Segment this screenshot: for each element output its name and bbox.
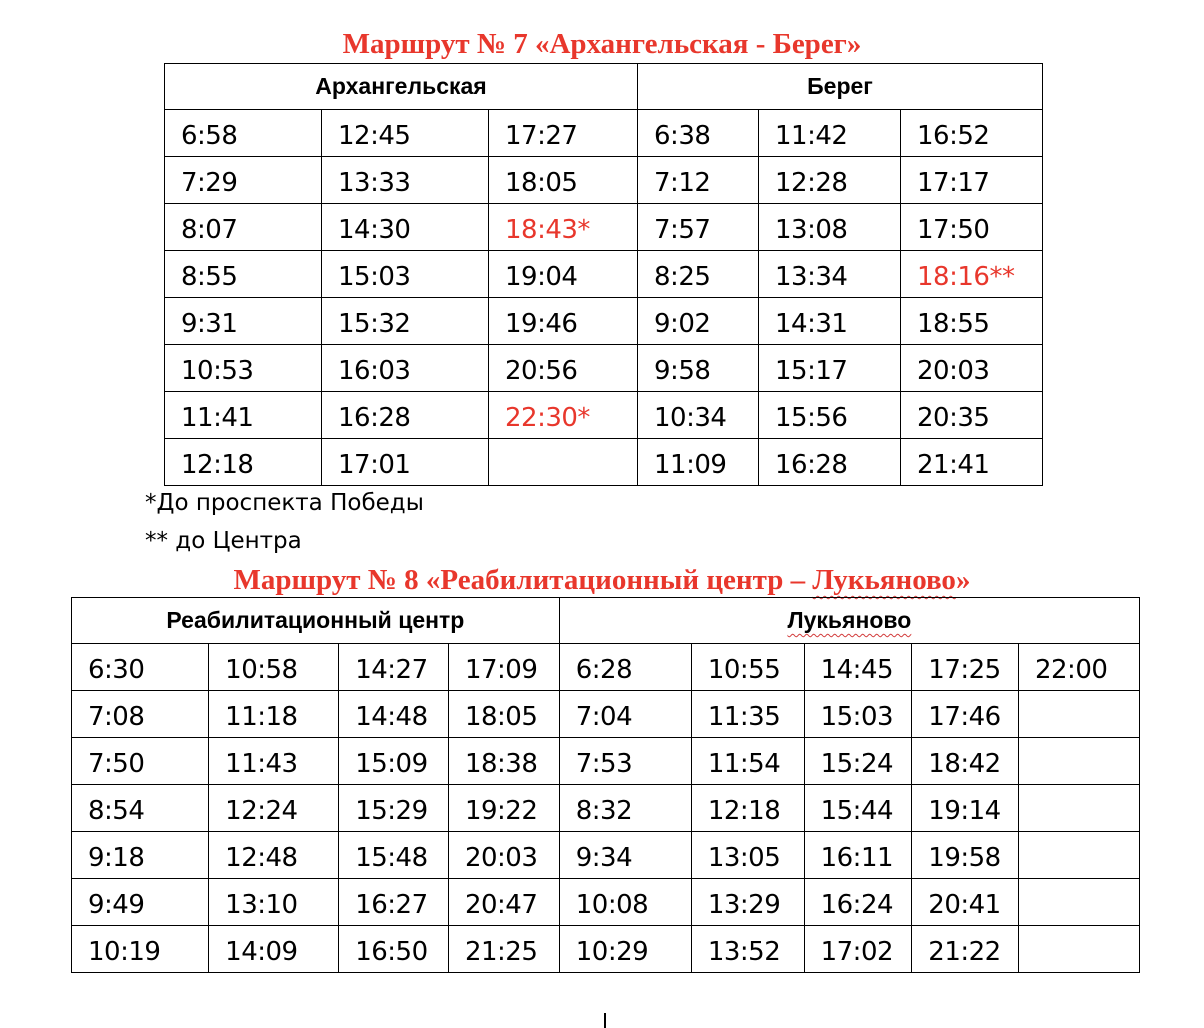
table-cell (489, 251, 638, 298)
table-cell (759, 298, 901, 345)
departure-time: 12:48 (225, 843, 298, 873)
table-row (72, 691, 1140, 738)
departure-time: 15:29 (355, 796, 428, 826)
departure-time: 13:05 (707, 843, 781, 873)
departure-time: 10:53 (181, 356, 254, 386)
table-cell (559, 832, 691, 879)
table-cell (209, 926, 339, 973)
table-row (72, 879, 1140, 926)
departure-time (1019, 899, 1139, 905)
departure-time: 12:28 (775, 168, 848, 198)
table-cell (759, 345, 901, 392)
departure-time: 8:55 (181, 262, 238, 292)
departure-time: 6:58 (181, 121, 238, 151)
departure-time: 16:28 (338, 403, 411, 433)
table-cell (448, 691, 559, 738)
table-cell (165, 298, 322, 345)
departure-time: 20:35 (917, 403, 990, 433)
departure-time: 7:12 (654, 168, 711, 198)
table-cell (322, 157, 489, 204)
table-cell (1018, 879, 1139, 926)
departure-time: 14:45 (820, 655, 894, 685)
departure-time: 10:29 (575, 937, 649, 967)
table-cell (901, 439, 1043, 486)
table-cell (209, 785, 339, 832)
departure-time: 22:30* (505, 403, 590, 433)
departure-time: 20:47 (464, 890, 538, 920)
departure-time: 15:24 (820, 749, 894, 779)
table-cell (691, 738, 804, 785)
table-cell (339, 926, 449, 973)
departure-time: 20:03 (917, 356, 990, 386)
departure-time: 7:53 (575, 749, 633, 779)
departure-time: 8:32 (575, 796, 633, 826)
departure-time: 18:05 (505, 168, 578, 198)
departure-time: 10:34 (654, 403, 727, 433)
departure-time: 8:54 (88, 796, 145, 826)
departure-time: 7:57 (654, 215, 711, 245)
table-cell (638, 110, 759, 157)
table-cell (489, 439, 638, 486)
table-cell (489, 157, 638, 204)
table-cell (489, 204, 638, 251)
route7-title: Маршрут № 7 «Архангельская - Берег» (342, 28, 862, 60)
departure-time: 20:41 (928, 890, 1001, 920)
table-cell (72, 738, 209, 785)
table-cell (165, 251, 322, 298)
table-cell (559, 785, 691, 832)
table-cell (72, 879, 209, 926)
departure-time: 17:50 (917, 215, 990, 245)
table-row (165, 110, 1043, 157)
table-cell (691, 644, 804, 691)
table-cell (691, 832, 804, 879)
departure-time: 12:18 (707, 796, 781, 826)
departure-time: 16:27 (355, 890, 428, 920)
departure-time: 9:18 (88, 843, 145, 873)
table-row (165, 251, 1043, 298)
table-cell (901, 110, 1043, 157)
table-cell (209, 691, 339, 738)
departure-time: 11:42 (775, 121, 848, 151)
table-cell (448, 832, 559, 879)
table-cell (638, 439, 759, 486)
table-cell (912, 832, 1019, 879)
footnote-pobedy: *До проспекта Победы (145, 490, 424, 516)
table-row (72, 644, 1140, 691)
table-row (165, 439, 1043, 486)
table-cell (912, 738, 1019, 785)
departure-time: 15:56 (775, 403, 848, 433)
table-cell (489, 345, 638, 392)
departure-time: 14:27 (355, 655, 428, 685)
departure-time: 15:32 (338, 309, 411, 339)
table-cell (912, 926, 1019, 973)
departure-time: 10:55 (707, 655, 781, 685)
departure-time: 14:48 (355, 702, 428, 732)
departure-time: 19:04 (505, 262, 578, 292)
departure-time: 6:28 (575, 655, 633, 685)
table-cell (901, 392, 1043, 439)
departure-time: 8:07 (181, 215, 238, 245)
table-cell (322, 204, 489, 251)
table-row (165, 345, 1043, 392)
departure-time: 19:14 (928, 796, 1001, 826)
route7-left-header: Архангельская (165, 64, 638, 110)
table-cell (489, 110, 638, 157)
table-cell (339, 691, 449, 738)
table-cell (638, 392, 759, 439)
departure-time: 7:50 (88, 749, 145, 779)
table-cell (1018, 691, 1139, 738)
table-cell (759, 157, 901, 204)
table-row (165, 157, 1043, 204)
departure-time: 11:54 (707, 749, 781, 779)
table-cell (638, 204, 759, 251)
departure-time (1019, 946, 1139, 952)
route8-right-header-text: Лукьяново (787, 607, 912, 633)
table-cell (1018, 644, 1139, 691)
table-cell (209, 738, 339, 785)
table-cell (638, 157, 759, 204)
route8-title (0, 563, 1204, 597)
table-cell (901, 251, 1043, 298)
table-cell (804, 832, 912, 879)
table-cell (165, 392, 322, 439)
departure-time: 15:03 (820, 702, 894, 732)
departure-time: 16:11 (820, 843, 894, 873)
departure-time: 11:09 (654, 450, 727, 480)
departure-time: 17:17 (917, 168, 990, 198)
table-cell (322, 392, 489, 439)
departure-time: 14:31 (775, 309, 848, 339)
route8-title-suffix: » (955, 564, 971, 596)
table-cell (209, 644, 339, 691)
departure-time: 13:33 (338, 168, 411, 198)
table-cell (638, 345, 759, 392)
departure-time: 15:03 (338, 262, 411, 292)
table-cell (691, 926, 804, 973)
departure-time (1019, 805, 1139, 811)
departure-time: 13:08 (775, 215, 848, 245)
departure-time: 18:55 (917, 309, 990, 339)
table-cell (912, 644, 1019, 691)
departure-time: 15:48 (355, 843, 428, 873)
table-cell (559, 691, 691, 738)
table-cell (901, 204, 1043, 251)
departure-time: 9:02 (654, 309, 711, 339)
table-cell (448, 926, 559, 973)
departure-time: 17:46 (928, 702, 1001, 732)
departure-time: 12:45 (338, 121, 411, 151)
departure-time: 15:44 (820, 796, 894, 826)
departure-time (1019, 852, 1139, 858)
table-cell (804, 644, 912, 691)
route7-right-header: Берег (638, 64, 1043, 110)
departure-time: 21:25 (464, 937, 538, 967)
table-row (72, 785, 1140, 832)
departure-time: 18:16** (917, 262, 1015, 292)
table-cell (691, 879, 804, 926)
departure-time: 21:41 (917, 450, 990, 480)
table-row (72, 832, 1140, 879)
table-cell (448, 644, 559, 691)
table-row (72, 738, 1140, 785)
route8-right-header (559, 598, 1139, 644)
table-cell (912, 785, 1019, 832)
departure-time: 20:56 (505, 356, 578, 386)
table-cell (339, 738, 449, 785)
table-cell (209, 832, 339, 879)
table-cell (322, 298, 489, 345)
departure-time: 20:03 (464, 843, 538, 873)
footnote-center: ** до Центра (145, 528, 302, 554)
table-cell (448, 738, 559, 785)
departure-time: 18:43* (505, 215, 590, 245)
departure-time: 14:30 (338, 215, 411, 245)
departure-time: 16:50 (355, 937, 428, 967)
departure-time: 9:31 (181, 309, 238, 339)
route8-left-header: Реабилитационный центр (72, 598, 560, 644)
table-cell (804, 691, 912, 738)
table-cell (759, 204, 901, 251)
departure-time: 12:18 (181, 450, 254, 480)
table-cell (165, 157, 322, 204)
table-cell (559, 644, 691, 691)
departure-time: 7:29 (181, 168, 238, 198)
departure-time: 18:05 (464, 702, 538, 732)
departure-time: 18:42 (928, 749, 1001, 779)
table-cell (912, 691, 1019, 738)
table-cell (339, 785, 449, 832)
table-cell (72, 785, 209, 832)
departure-time: 9:58 (654, 356, 711, 386)
table-cell (912, 879, 1019, 926)
departure-time: 14:09 (225, 937, 298, 967)
table-cell (901, 157, 1043, 204)
route8-header-row (72, 598, 1140, 644)
table-row (165, 298, 1043, 345)
table-cell (165, 110, 322, 157)
table-cell (804, 926, 912, 973)
table-cell (759, 439, 901, 486)
table-cell (72, 832, 209, 879)
departure-time: 6:38 (654, 121, 711, 151)
table-cell (489, 298, 638, 345)
table-cell (72, 691, 209, 738)
table-cell (165, 345, 322, 392)
departure-time: 17:01 (338, 450, 411, 480)
departure-time: 15:09 (355, 749, 428, 779)
table-row (72, 926, 1140, 973)
departure-time: 11:41 (181, 403, 254, 433)
table-cell (691, 691, 804, 738)
departure-time: 17:02 (820, 937, 894, 967)
departure-time: 11:35 (707, 702, 781, 732)
departure-time: 10:58 (225, 655, 298, 685)
departure-time: 19:46 (505, 309, 578, 339)
table-cell (339, 644, 449, 691)
table-cell (165, 204, 322, 251)
departure-time: 9:49 (88, 890, 145, 920)
table-cell (1018, 738, 1139, 785)
table-cell (339, 832, 449, 879)
route8-title-underlined: Лукьяново (812, 564, 956, 596)
table-cell (901, 298, 1043, 345)
departure-time (489, 459, 637, 465)
departure-time (1019, 758, 1139, 764)
table-cell (759, 251, 901, 298)
table-cell (1018, 926, 1139, 973)
departure-time: 10:19 (88, 937, 161, 967)
table-cell (209, 879, 339, 926)
route8-schedule-table (71, 597, 1140, 973)
table-cell (759, 110, 901, 157)
departure-time: 7:08 (88, 702, 145, 732)
table-row (165, 204, 1043, 251)
departure-time: 16:52 (917, 121, 990, 151)
table-cell (804, 785, 912, 832)
departure-time: 17:09 (464, 655, 538, 685)
table-cell (638, 298, 759, 345)
table-cell (559, 926, 691, 973)
table-cell (1018, 785, 1139, 832)
table-cell (72, 644, 209, 691)
departure-time: 6:30 (88, 655, 145, 685)
table-cell (322, 439, 489, 486)
table-cell (322, 251, 489, 298)
departure-time: 15:17 (775, 356, 848, 386)
table-cell (759, 392, 901, 439)
departure-time: 13:34 (775, 262, 848, 292)
departure-time: 13:29 (707, 890, 781, 920)
table-cell (638, 251, 759, 298)
departure-time: 9:34 (575, 843, 633, 873)
departure-time: 13:10 (225, 890, 298, 920)
departure-time: 19:58 (928, 843, 1001, 873)
route7-header-row (165, 64, 1043, 110)
departure-time: 16:28 (775, 450, 848, 480)
departure-time: 18:38 (464, 749, 538, 779)
departure-time: 17:25 (928, 655, 1001, 685)
table-cell (901, 345, 1043, 392)
table-cell (339, 879, 449, 926)
table-cell (448, 879, 559, 926)
table-cell (559, 879, 691, 926)
table-cell (691, 785, 804, 832)
table-cell (1018, 832, 1139, 879)
route8-title-prefix: Маршрут № 8 «Реабилитационный центр – (233, 564, 813, 596)
route7-schedule-table (164, 63, 1043, 486)
text-cursor (604, 1013, 606, 1028)
table-cell (448, 785, 559, 832)
departure-time: 21:22 (928, 937, 1001, 967)
departure-time: 11:18 (225, 702, 298, 732)
table-cell (489, 392, 638, 439)
departure-time: 13:52 (707, 937, 781, 967)
table-cell (165, 439, 322, 486)
departure-time: 16:24 (820, 890, 894, 920)
departure-time: 16:03 (338, 356, 411, 386)
table-cell (322, 345, 489, 392)
departure-time: 17:27 (505, 121, 578, 151)
table-cell (322, 110, 489, 157)
table-cell (804, 738, 912, 785)
departure-time: 12:24 (225, 796, 298, 826)
departure-time (1019, 711, 1139, 717)
departure-time: 11:43 (225, 749, 298, 779)
table-cell (72, 926, 209, 973)
departure-time: 22:00 (1034, 655, 1108, 685)
departure-time: 7:04 (575, 702, 633, 732)
departure-time: 19:22 (464, 796, 538, 826)
table-cell (559, 738, 691, 785)
table-cell (804, 879, 912, 926)
departure-time: 10:08 (575, 890, 649, 920)
table-row (165, 392, 1043, 439)
departure-time: 8:25 (654, 262, 711, 292)
